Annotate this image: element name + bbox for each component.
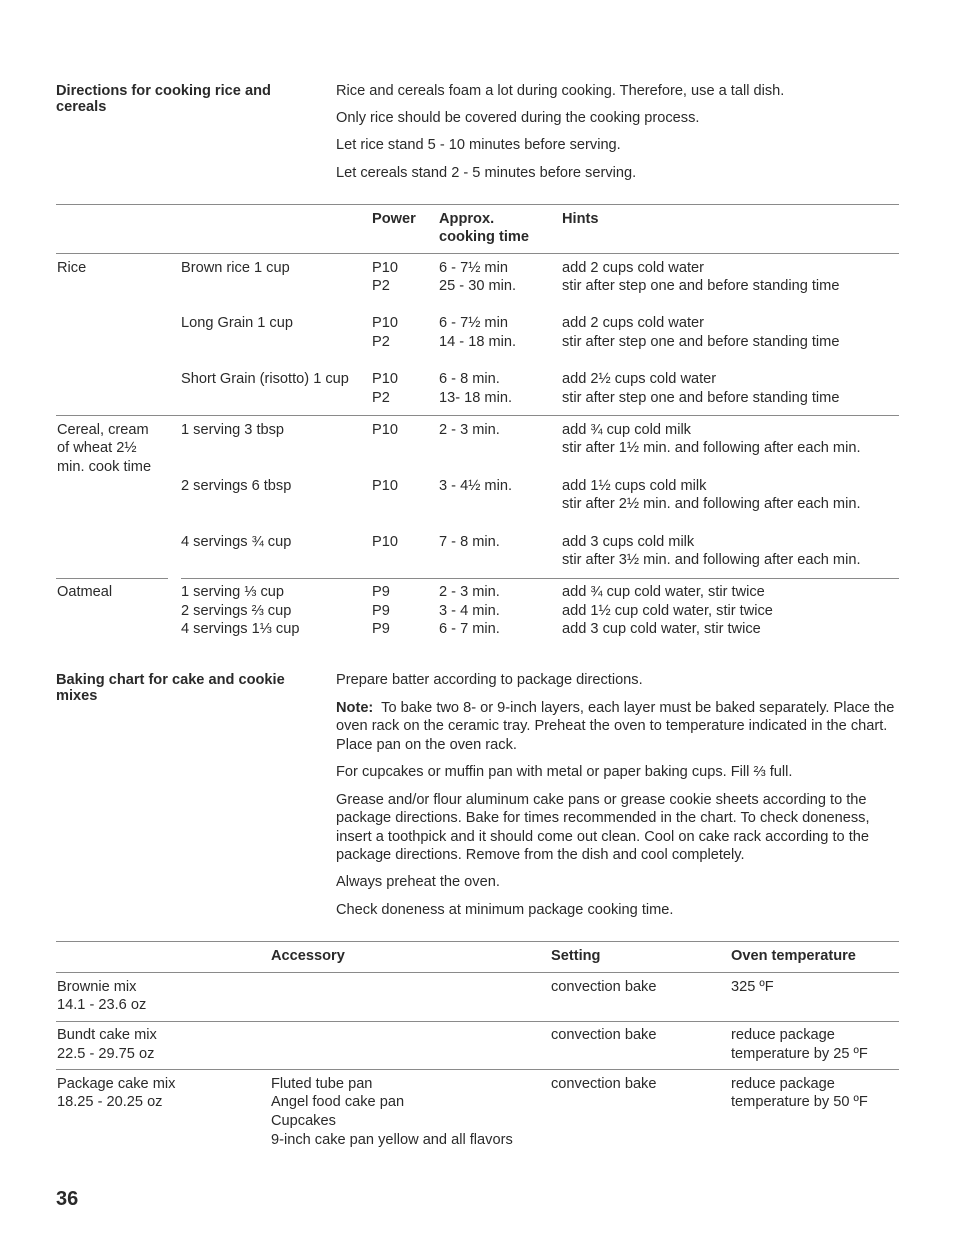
power-value: P2 — [372, 334, 390, 350]
temperature-value: reduce package — [731, 1076, 835, 1092]
table-rule — [181, 578, 899, 579]
power-value: P9 — [372, 603, 390, 619]
setting-value: convection bake — [551, 979, 657, 995]
hint-text: add 1½ cups cold milk — [562, 478, 707, 494]
temperature-value: temperature by 25 ºF — [731, 1046, 868, 1062]
mix-weight: 14.1 - 23.6 oz — [57, 997, 147, 1013]
item-label: 1 serving ⅓ cup — [181, 584, 285, 600]
hint-text: add 3 cups cold milk — [562, 534, 695, 550]
rice-paragraph-2: Only rice should be covered during the cooking process. — [336, 110, 700, 126]
header-accessory: Accessory — [271, 948, 345, 964]
table-rule — [56, 253, 899, 254]
time-value: 14 - 18 min. — [439, 334, 517, 350]
power-value: P10 — [372, 478, 398, 494]
time-value: 25 - 30 min. — [439, 278, 517, 294]
time-value: 6 - 8 min. — [439, 371, 500, 387]
mix-name: Brownie mix — [57, 979, 137, 995]
table-rule — [56, 578, 168, 579]
table-rule — [56, 972, 899, 973]
item-label: 2 servings ⅔ cup — [181, 603, 292, 619]
item-label: 2 servings 6 tbsp — [181, 478, 292, 494]
hint-text: stir after 2½ min. and following after each min. — [562, 496, 861, 512]
time-value: 3 - 4 min. — [439, 603, 500, 619]
baking-section-heading: Baking chart for cake and cookie mixes — [56, 672, 285, 704]
header-cooking-time: Approx. cooking time — [439, 211, 530, 246]
hint-text: add 2½ cups cold water — [562, 371, 717, 387]
power-value: P2 — [372, 278, 390, 294]
hint-text: add 3 cup cold water, stir twice — [562, 621, 761, 637]
hint-text: add 2 cups cold water — [562, 260, 704, 276]
item-label: 4 servings 1⅓ cup — [181, 621, 300, 637]
mix-name: Package cake mix — [57, 1076, 176, 1092]
power-value: P9 — [372, 584, 390, 600]
time-value: 6 - 7½ min — [439, 260, 508, 276]
rice-paragraph-3: Let rice stand 5 - 10 minutes before serving. — [336, 137, 621, 153]
header-power: Power — [372, 211, 416, 227]
accessory-value: Fluted tube pan — [271, 1076, 373, 1092]
header-oven-temperature: Oven temperature — [731, 948, 856, 964]
category-rice: Rice — [57, 260, 87, 276]
table-rule — [56, 1021, 899, 1022]
category-cereal: Cereal, cream of wheat 2½ min. cook time — [57, 422, 152, 475]
power-value: P10 — [372, 422, 398, 438]
rice-section-heading: Directions for cooking rice and cereals — [56, 83, 271, 115]
rice-paragraph-4: Let cereals stand 2 - 5 minutes before serving. — [336, 165, 637, 181]
note-text: To bake two 8- or 9-inch layers, each layer must be baked separately. Place the oven rack on the ceramic tray. Preheat the oven to temperature indicated in the chart. Place pan on the oven rack. — [336, 700, 895, 753]
time-value: 6 - 7 min. — [439, 621, 500, 637]
baking-paragraph-6: Check doneness at minimum package cooking time. — [336, 902, 674, 918]
temperature-value: temperature by 50 ºF — [731, 1094, 868, 1110]
item-label: Brown rice 1 cup — [181, 260, 290, 276]
power-value: P10 — [372, 260, 398, 276]
hint-text: stir after step one and before standing time — [562, 334, 840, 350]
accessory-value: Angel food cake pan — [271, 1094, 405, 1110]
hint-text: stir after 3½ min. and following after each min. — [562, 552, 861, 568]
time-value: 2 - 3 min. — [439, 584, 500, 600]
table-rule — [56, 204, 899, 205]
time-value: 13- 18 min. — [439, 390, 513, 406]
category-oatmeal: Oatmeal — [57, 584, 113, 600]
power-value: P10 — [372, 315, 398, 331]
hint-text: add ¾ cup cold milk — [562, 422, 691, 438]
time-value: 6 - 7½ min — [439, 315, 508, 331]
baking-note — [336, 699, 898, 754]
power-value: P9 — [372, 621, 390, 637]
hint-text: add 1½ cup cold water, stir twice — [562, 603, 773, 619]
mix-name: Bundt cake mix — [57, 1027, 157, 1043]
table-rule — [56, 415, 899, 416]
baking-paragraph-1: Prepare batter according to package directions. — [336, 672, 643, 688]
mix-weight: 22.5 - 29.75 oz — [57, 1046, 155, 1062]
setting-value: convection bake — [551, 1076, 657, 1092]
baking-paragraph-3: For cupcakes or muffin pan with metal or paper baking cups. Fill ⅔ full. — [336, 764, 793, 780]
time-value: 2 - 3 min. — [439, 422, 500, 438]
item-label: 1 serving 3 tbsp — [181, 422, 285, 438]
header-setting: Setting — [551, 948, 601, 964]
baking-paragraph-4: Grease and/or flour aluminum cake pans or grease cookie sheets according to the package directions. Bake for times recommended in the chart. To check doneness, insert a toothpick and it should come out clean. Cool on cake rack according to the package directions. Remove from the dish and cool completely. — [336, 792, 870, 864]
hint-text: add ¾ cup cold water, stir twice — [562, 584, 765, 600]
item-label: Long Grain 1 cup — [181, 315, 293, 331]
rice-paragraph-1: Rice and cereals foam a lot during cooking. Therefore, use a tall dish. — [336, 83, 785, 99]
mix-weight: 18.25 - 20.25 oz — [57, 1094, 163, 1110]
time-value: 7 - 8 min. — [439, 534, 500, 550]
power-value: P10 — [372, 534, 398, 550]
hint-text: stir after step one and before standing time — [562, 390, 840, 406]
hint-text: stir after 1½ min. and following after each min. — [562, 440, 861, 456]
accessory-value: 9-inch cake pan yellow and all flavors — [271, 1132, 513, 1148]
power-value: P10 — [372, 371, 398, 387]
accessory-value: Cupcakes — [271, 1113, 336, 1129]
item-label: Short Grain (risotto) 1 cup — [181, 371, 349, 387]
baking-paragraph-5: Always preheat the oven. — [336, 874, 500, 890]
setting-value: convection bake — [551, 1027, 657, 1043]
page-number: 36 — [56, 1188, 79, 1210]
hint-text: add 2 cups cold water — [562, 315, 704, 331]
header-hints: Hints — [562, 211, 599, 227]
note-label: Note: — [336, 700, 374, 716]
table-rule — [56, 1069, 899, 1070]
power-value: P2 — [372, 390, 390, 406]
hint-text: stir after step one and before standing time — [562, 278, 840, 294]
item-label: 4 servings ¾ cup — [181, 534, 292, 550]
temperature-value: reduce package — [731, 1027, 835, 1043]
time-value: 3 - 4½ min. — [439, 478, 512, 494]
table-rule — [56, 941, 899, 942]
temperature-value: 325 ºF — [731, 979, 774, 995]
